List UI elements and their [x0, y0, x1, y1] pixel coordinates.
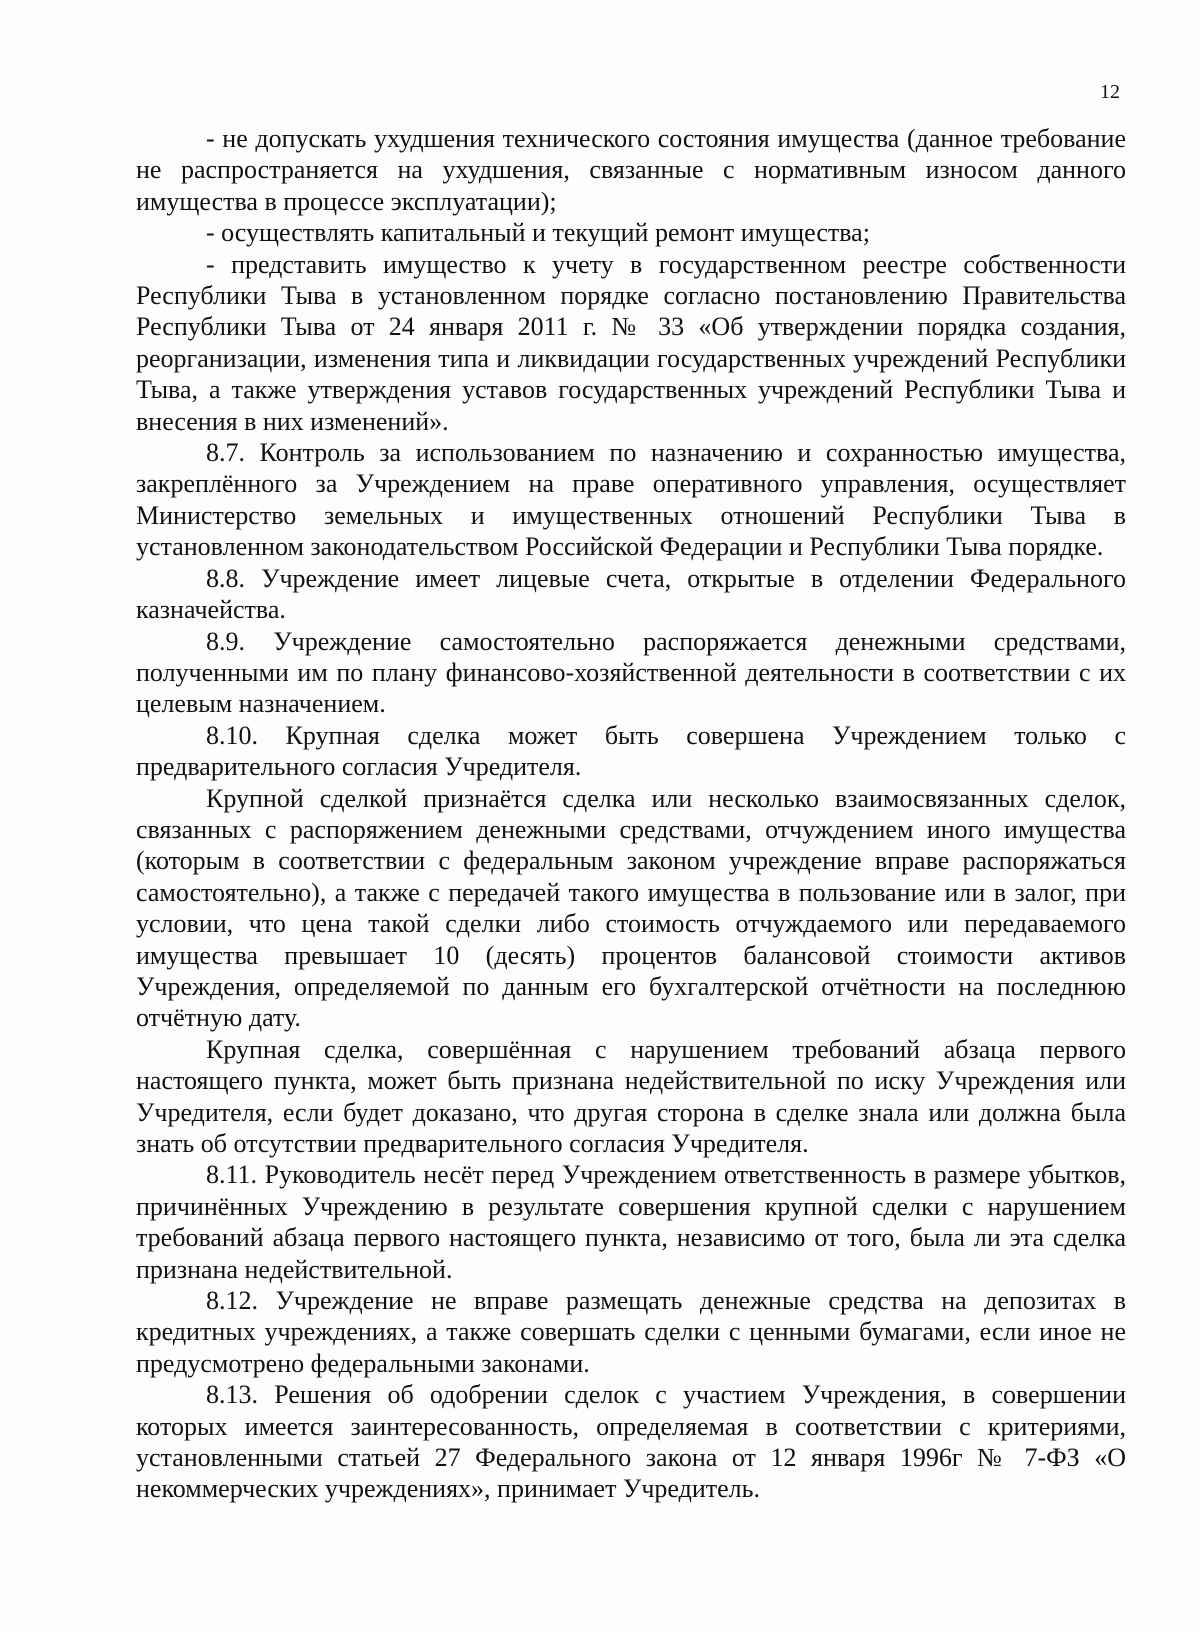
paragraph-8-11: 8.11. Руководитель несёт перед Учреждением ответственность в размере убытков, причинённых Учреждению в результате совершения крупной сделки с нарушением требований абзаца первого настоящего пункта, независимо от того, была ли эта сделка признана недействительной. — [136, 1160, 1126, 1284]
paragraph-8-12: 8.12. Учреждение не вправе размещать денежные средства на депозитах в кредитных учреждениях, а также совершать сделки с ценными бумагами, если иное не предусмотрено федеральными законами. — [136, 1286, 1126, 1378]
document-body — [136, 123, 1126, 1505]
paragraph-major-deal-invalidity: Крупная сделка, совершённая с нарушением требований абзаца первого настоящего пункта, может быть признана недействительной по иску Учреждения или Учредителя, если будет доказано, что другая сторона в сделке знала или должна была знать об отсутствии предварительного согласия Учредителя. — [136, 1034, 1126, 1158]
paragraph-8-9: 8.9. Учреждение самостоятельно распоряжается денежными средствами, полученными им по плану финансово-хозяйственной деятельности в соответствии с их целевым назначением. — [136, 626, 1126, 719]
paragraph-bullet-3: - представить имущество к учету в государственном реестре собственности Республики Тыва в установленном порядке согласно постановлению Правительства Республики Тыва от 24 января 2011 г. № 33 «Об утверждении порядка создания, реорганизации, изменения типа и ликвидации государственных учреждений Республики Тыва, а также утверждения уставов государственных учреждений Республики Тыва и внесения в них изменений». — [136, 249, 1126, 436]
paragraph-bullet-1: - не допускать ухудшения технического состояния имущества (данное требование не распространяется на ухудшения, связанные с нормативным износом данного имущества в процессе эксплуатации); — [136, 124, 1126, 216]
paragraph-major-deal-definition: Крупной сделкой признаётся сделка или несколько взаимосвязанных сделок, связанных с распоряжением денежными средствами, отчуждением иного имущества (которым в соответствии с федеральным законом учреждение вправе распоряжаться самостоятельно), а также с передачей такого имущества в пользование или в залог, при условии, что цена такой сделки либо стоимость отчуждаемого или передаваемого имущества превышает 10 (десять) процентов балансовой стоимости активов Учреждения, определяемой по данным его бухгалтерской отчётности на последнюю отчётную дату. — [136, 783, 1126, 1033]
paragraph-8-10: 8.10. Крупная сделка может быть совершена Учреждением только с предварительного согласия Учредителя. — [136, 720, 1126, 782]
paragraph-8-13: 8.13. Решения об одобрении сделок с участием Учреждения, в совершении которых имеется заинтересованность, определяемая в соответствии с критериями, установленными статьей 27 Федерального закона от 12 января 1996г № 7-ФЗ «О некоммерческих учреждениях», принимает Учредитель. — [136, 1380, 1126, 1504]
paragraph-bullet-2: - осуществлять капитальный и текущий ремонт имущества; — [206, 218, 870, 248]
paragraph-8-8: 8.8. Учреждение имеет лицевые счета, открытые в отделении Федерального казначейства. — [136, 563, 1126, 625]
page-number: 12 — [1100, 81, 1120, 103]
paragraph-8-7: 8.7. Контроль за использованием по назначению и сохранностью имущества, закреплённого за Учреждением на праве оперативного управления, осуществляет Министерство земельных и имущественных отношений Республики Тыва в установленном законодательством Российской Федерации и Республики Тыва порядке. — [136, 438, 1126, 562]
